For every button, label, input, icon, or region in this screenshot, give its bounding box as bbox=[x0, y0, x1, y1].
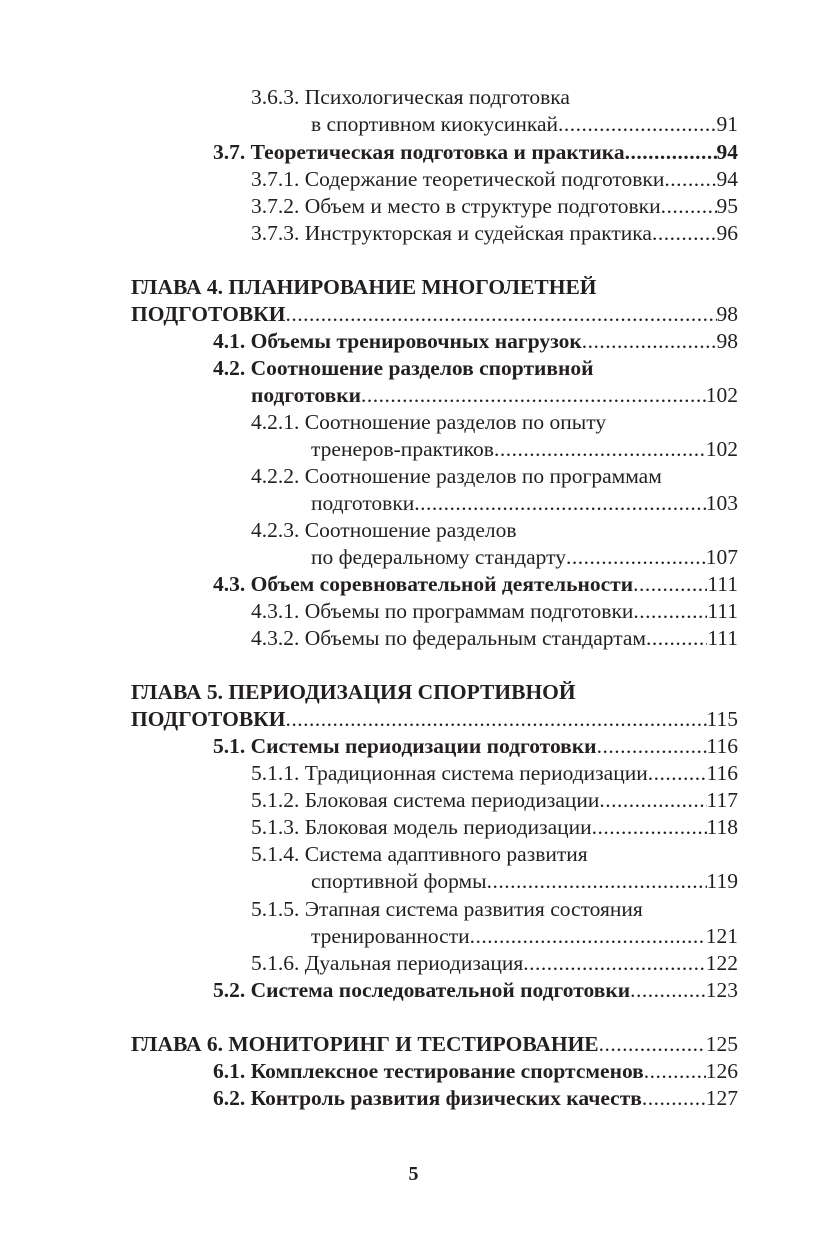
toc-page-number: 111 bbox=[707, 626, 738, 650]
toc-page-number: 119 bbox=[706, 869, 738, 893]
toc-entry-4-3-1 bbox=[251, 598, 738, 625]
toc-entry-5-1-1 bbox=[251, 760, 738, 787]
toc-entry-6-2 bbox=[213, 1085, 738, 1112]
toc-entry-text: спортивной формы bbox=[311, 869, 487, 893]
toc-entry-4-2-1-cont bbox=[311, 436, 738, 463]
toc-entry-4-2 bbox=[213, 355, 738, 382]
toc-entry-6-1 bbox=[213, 1058, 738, 1085]
toc-chapter-6 bbox=[131, 1031, 738, 1058]
toc-page-number: 94 bbox=[716, 140, 738, 164]
leader-dots bbox=[633, 571, 707, 598]
toc-entry-4-3-2 bbox=[251, 625, 738, 652]
toc-entry-text: 5.1.1. Традиционная система периодизации bbox=[251, 761, 648, 785]
toc-page-number: 96 bbox=[716, 221, 738, 245]
toc-entry-5-2 bbox=[213, 977, 738, 1004]
leader-dots bbox=[285, 301, 716, 328]
toc-entry-text: 5.1.6. Дуальная периодизация bbox=[251, 951, 524, 975]
leader-dots bbox=[646, 625, 707, 652]
toc-page-number: 102 bbox=[705, 437, 738, 461]
toc-chapter-4-cont bbox=[131, 301, 738, 328]
leader-dots bbox=[599, 1031, 706, 1058]
toc-entry-3-7-2 bbox=[251, 193, 738, 220]
leader-dots bbox=[633, 598, 707, 625]
toc-page-number: 111 bbox=[707, 572, 738, 596]
toc-page-number: 116 bbox=[706, 734, 738, 758]
toc-entry-4-2-3 bbox=[251, 517, 738, 544]
toc-entry-text: 3.7.3. Инструкторская и судейская практика bbox=[251, 221, 652, 245]
leader-dots bbox=[523, 950, 705, 977]
toc-entry-3-7-1 bbox=[251, 166, 738, 193]
toc-entry-5-1-4-cont bbox=[311, 868, 738, 895]
toc-entry-text: подготовки bbox=[311, 491, 415, 515]
leader-dots bbox=[487, 868, 707, 895]
toc-chapter-5-cont bbox=[131, 706, 738, 733]
leader-dots bbox=[494, 436, 706, 463]
leader-dots bbox=[592, 814, 707, 841]
toc-page-number: 103 bbox=[705, 491, 738, 515]
toc-page-number: 95 bbox=[716, 194, 738, 218]
toc-entry-text: 5.1.5. Этапная система развития состояния bbox=[251, 897, 643, 921]
toc-entry-3-7-3 bbox=[251, 220, 738, 247]
toc-entry-5-1-2 bbox=[251, 787, 738, 814]
toc-entry-3-6-3-cont bbox=[311, 111, 738, 138]
toc-entry-text: 3.7. Теоретическая подготовка и практика bbox=[213, 140, 625, 164]
toc-entry-text: 3.7.1. Содержание теоретической подготовки bbox=[251, 167, 665, 191]
leader-dots bbox=[285, 706, 706, 733]
toc-entry-text: 3.7.2. Объем и место в структуре подготовки bbox=[251, 194, 661, 218]
leader-dots bbox=[566, 544, 706, 571]
toc-entry-3-6-3 bbox=[251, 84, 738, 111]
toc-page-number: 125 bbox=[705, 1032, 738, 1056]
leader-dots bbox=[597, 733, 707, 760]
toc-entry-4-2-3-cont bbox=[311, 544, 738, 571]
toc-entry-4-2-cont bbox=[251, 382, 738, 409]
toc-page-number: 91 bbox=[716, 112, 738, 136]
leader-dots bbox=[582, 328, 717, 355]
toc-entry-4-2-2 bbox=[251, 463, 738, 490]
toc-page-number: 121 bbox=[705, 924, 738, 948]
toc-entry-text: 4.3. Объем соревновательной деятельности bbox=[213, 572, 634, 596]
leader-dots bbox=[644, 1058, 706, 1085]
toc-entry-text: 5.1. Системы периодизации подготовки bbox=[213, 734, 597, 758]
toc-page-number: 126 bbox=[705, 1059, 738, 1083]
toc-entry-text: 5.1.3. Блоковая модель периодизации bbox=[251, 815, 592, 839]
toc-page-number: 116 bbox=[706, 761, 738, 785]
toc-page-number: 98 bbox=[716, 329, 738, 353]
toc-entry-text: ГЛАВА 4. ПЛАНИРОВАНИЕ МНОГОЛЕТНЕЙ bbox=[131, 275, 597, 299]
toc-entry-text: ГЛАВА 6. МОНИТОРИНГ И ТЕСТИРОВАНИЕ bbox=[131, 1032, 599, 1056]
toc-page-number: 107 bbox=[705, 545, 738, 569]
toc-page-number: 127 bbox=[705, 1086, 738, 1110]
toc-entry-text: в спортивном киокусинкай bbox=[311, 112, 558, 136]
toc-entry-5-1-3 bbox=[251, 814, 738, 841]
leader-dots bbox=[414, 490, 705, 517]
toc-page-number: 111 bbox=[707, 599, 738, 623]
toc-chapter-4 bbox=[131, 274, 738, 301]
leader-dots bbox=[558, 111, 717, 138]
toc-entry-text: 4.3.1. Объемы по программам подготовки bbox=[251, 599, 634, 623]
toc-entry-5-1-6 bbox=[251, 950, 738, 977]
toc-entry-text: подготовки bbox=[251, 383, 361, 407]
leader-dots bbox=[470, 923, 706, 950]
leader-dots bbox=[664, 166, 716, 193]
toc-entry-3-7 bbox=[213, 139, 738, 166]
toc-page-number: 117 bbox=[706, 788, 738, 812]
toc-entry-text: 5.2. Система последовательной подготовки bbox=[213, 978, 631, 1002]
toc-entry-text: 5.1.2. Блоковая система периодизации bbox=[251, 788, 600, 812]
toc-entry-text: 4.2.2. Соотношение разделов по программам bbox=[251, 464, 662, 488]
toc-entry-text: 4.2.3. Соотношение разделов bbox=[251, 518, 517, 542]
toc-entry-5-1-4 bbox=[251, 841, 738, 868]
toc-entry-4-1 bbox=[213, 328, 738, 355]
toc-entry-text: 4.2. Соотношение разделов спортивной bbox=[213, 356, 594, 380]
leader-dots bbox=[361, 382, 706, 409]
toc-entry-5-1 bbox=[213, 733, 738, 760]
toc-entry-5-1-5-cont bbox=[311, 923, 738, 950]
toc-entry-text: 6.2. Контроль развития физических качеств bbox=[213, 1086, 642, 1110]
leader-dots bbox=[661, 193, 717, 220]
toc-entry-text: ПОДГОТОВКИ bbox=[131, 707, 286, 731]
toc-entry-text: 5.1.4. Система адаптивного развития bbox=[251, 842, 588, 866]
toc-entry-text: тренеров-практиков bbox=[311, 437, 494, 461]
toc-entry-text: 3.6.3. Психологическая подготовка bbox=[251, 85, 570, 109]
toc-page-number: 118 bbox=[706, 815, 738, 839]
toc-entry-5-1-5 bbox=[251, 896, 738, 923]
leader-dots bbox=[625, 139, 717, 166]
toc-entry-text: ПОДГОТОВКИ bbox=[131, 302, 286, 326]
toc-entry-4-2-2-cont bbox=[311, 490, 738, 517]
toc-page-number: 122 bbox=[705, 951, 738, 975]
toc-entry-4-2-1 bbox=[251, 409, 738, 436]
toc-page-number: 98 bbox=[716, 302, 738, 326]
leader-dots bbox=[648, 760, 707, 787]
toc-entry-text: 6.1. Комплексное тестирование спортсменов bbox=[213, 1059, 644, 1083]
leader-dots bbox=[630, 977, 706, 1004]
page-number: 5 bbox=[408, 1163, 419, 1185]
leader-dots bbox=[652, 220, 717, 247]
toc-entry-text: тренированности bbox=[311, 924, 470, 948]
toc-page-number: 115 bbox=[706, 707, 738, 731]
toc-chapter-5 bbox=[131, 679, 738, 706]
toc-entry-text: ГЛАВА 5. ПЕРИОДИЗАЦИЯ СПОРТИВНОЙ bbox=[131, 680, 576, 704]
leader-dots bbox=[599, 787, 706, 814]
toc-entry-text: 4.3.2. Объемы по федеральным стандартам bbox=[251, 626, 647, 650]
toc-entry-text: 4.2.1. Соотношение разделов по опыту bbox=[251, 410, 607, 434]
toc-entry-text: по федеральному стандарту bbox=[311, 545, 566, 569]
toc-page-number: 102 bbox=[705, 383, 738, 407]
toc-entry-4-3 bbox=[213, 571, 738, 598]
toc-page-number: 123 bbox=[705, 978, 738, 1002]
leader-dots bbox=[642, 1085, 706, 1112]
toc-page-number: 94 bbox=[716, 167, 738, 191]
toc-entry-text: 4.1. Объемы тренировочных нагрузок bbox=[213, 329, 582, 353]
